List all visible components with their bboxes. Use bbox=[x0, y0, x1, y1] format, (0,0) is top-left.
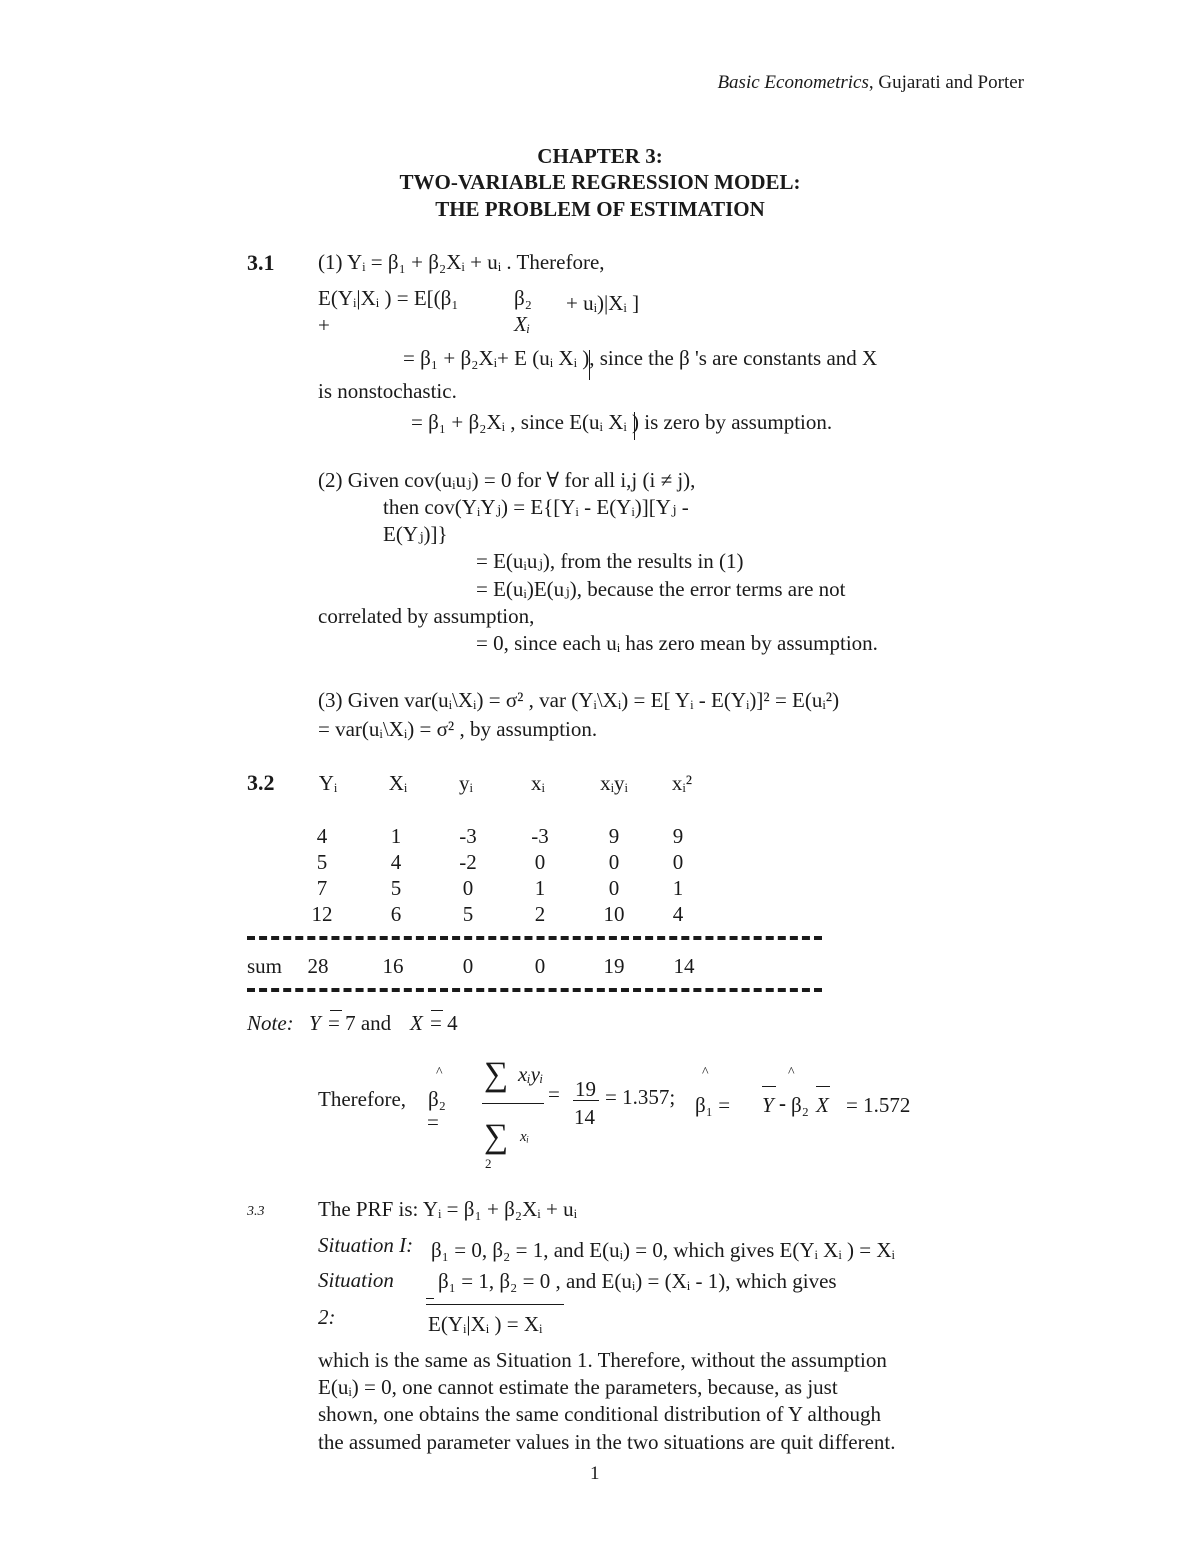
table-cell: 1 bbox=[534, 876, 546, 900]
table-cell: 0 bbox=[672, 850, 684, 874]
s31-line-3a: + bbox=[318, 313, 330, 337]
situation-2-label-cont: 2: bbox=[318, 1305, 336, 1329]
table-cell: 10 bbox=[603, 902, 625, 926]
denominator-term: xᵢ bbox=[520, 1129, 530, 1145]
beta1-result: = 1.572 bbox=[846, 1093, 911, 1117]
table-header: xᵢ² bbox=[671, 771, 693, 795]
table-header: Xᵢ bbox=[388, 771, 408, 795]
note-x-bar: X bbox=[410, 1011, 423, 1035]
situation-2-text: β₁ = 1, β₂ = 0 , and E(uᵢ) = (Xᵢ - 1), which gives bbox=[438, 1269, 837, 1293]
s31-line-6: = β₁ + β₂Xᵢ , since E(uᵢ Xᵢ ) is zero by assumption. bbox=[411, 410, 833, 434]
s31-line-2b: β₂ bbox=[514, 286, 533, 310]
s31-line-13: = 0, since each uᵢ has zero mean by assumption. bbox=[476, 631, 878, 655]
s31-line-14: (3) Given var(uᵢ\Xᵢ) = σ² , var (Yᵢ\Xᵢ) = E[ Yᵢ - E(Yᵢ)]² = E(uᵢ²) bbox=[318, 688, 840, 712]
chapter-title-line2: THE PROBLEM OF ESTIMATION bbox=[435, 197, 765, 221]
table-cell: 0 bbox=[462, 876, 474, 900]
exercise-3-2-number: 3.2 bbox=[247, 770, 275, 795]
table-cell: 0 bbox=[534, 954, 546, 978]
fraction-denominator: 14 bbox=[574, 1105, 595, 1129]
s31-line-12: correlated by assumption, bbox=[318, 604, 535, 628]
situation-1-text: β₁ = 0, β₂ = 1, and E(uᵢ) = 0, which gives E(Yᵢ Xᵢ ) = Xᵢ bbox=[431, 1238, 895, 1262]
s31-line-1: (1) Yᵢ = β₁ + β₂Xᵢ + uᵢ . Therefore, bbox=[318, 250, 605, 274]
table-cell: -3 bbox=[531, 824, 549, 848]
s31-line-2c: + uᵢ)|Xᵢ ] bbox=[566, 291, 640, 315]
table-cell: 0 bbox=[608, 876, 620, 900]
table-header: Yᵢ bbox=[318, 771, 338, 795]
note-label: Note: bbox=[247, 1011, 294, 1035]
note-y-bar: Y bbox=[309, 1011, 321, 1035]
table-rule bbox=[247, 988, 822, 992]
dash-mark bbox=[426, 1298, 434, 1299]
table-cell: 0 bbox=[462, 954, 474, 978]
overline bbox=[426, 1304, 564, 1305]
s31-line-5: is nonstochastic. bbox=[318, 379, 457, 403]
situation-2-result: E(Yᵢ|Xᵢ ) = Xᵢ bbox=[428, 1312, 543, 1336]
sum-symbol: ∑ bbox=[484, 1056, 509, 1093]
table-cell: 4 bbox=[390, 850, 402, 874]
table-cell: 5 bbox=[462, 902, 474, 926]
s31-line-2a: E(Yᵢ|Xᵢ ) = E[(β₁ bbox=[318, 286, 459, 310]
table-cell: 0 bbox=[608, 850, 620, 874]
paragraph-line-3: shown, one obtains the same conditional distribution of Y although bbox=[318, 1402, 882, 1426]
y-bar-symbol: Y bbox=[762, 1093, 774, 1117]
mean-bar bbox=[816, 1086, 830, 1087]
note-eq1: = 7 and bbox=[328, 1011, 392, 1035]
minus-sign: - bbox=[779, 1091, 786, 1115]
s31-line-4: = β₁ + β₂Xᵢ+ E (uᵢ Xᵢ ), since the β 's are constants and X bbox=[403, 346, 878, 370]
fraction-equals: = bbox=[548, 1082, 560, 1106]
table-cell: 1 bbox=[390, 824, 402, 848]
table-cell: 6 bbox=[390, 902, 402, 926]
table-rule bbox=[247, 936, 822, 940]
beta2-equals: = bbox=[427, 1110, 439, 1134]
table-cell: 16 bbox=[382, 954, 404, 978]
table-cell: 1 bbox=[672, 876, 684, 900]
paragraph-line-4: the assumed parameter values in the two situations are quit different. bbox=[318, 1430, 896, 1454]
hat-mark: ^ bbox=[436, 1065, 443, 1080]
s31-line-15: = var(uᵢ\Xᵢ) = σ² , by assumption. bbox=[318, 717, 598, 741]
table-cell: 4 bbox=[672, 902, 684, 926]
chapter-number: CHAPTER 3: bbox=[537, 144, 663, 168]
table-cell: -3 bbox=[459, 824, 477, 848]
fraction-numerator: 19 bbox=[575, 1077, 596, 1101]
hat-mark: ^ bbox=[702, 1065, 709, 1080]
exercise-3-1-number: 3.1 bbox=[247, 250, 275, 275]
fraction-bar bbox=[482, 1103, 544, 1104]
table-cell: 9 bbox=[608, 824, 620, 848]
conditional-bar bbox=[634, 412, 635, 440]
table-cell: 0 bbox=[534, 850, 546, 874]
paragraph-line-2: E(uᵢ) = 0, one cannot estimate the parameters, because, as just bbox=[318, 1375, 838, 1399]
table-cell: 28 bbox=[307, 954, 329, 978]
table-cell: 12 bbox=[311, 902, 333, 926]
table-cell: 19 bbox=[603, 954, 625, 978]
table-header: yᵢ bbox=[459, 771, 473, 795]
page-number: 1 bbox=[590, 1463, 600, 1484]
beta1-expression: β₁ = bbox=[695, 1093, 731, 1117]
book-title: Basic Econometrics bbox=[717, 72, 869, 93]
note-eq2: = 4 bbox=[430, 1011, 458, 1035]
situation-2-label: Situation bbox=[318, 1268, 394, 1292]
table-cell: 5 bbox=[390, 876, 402, 900]
numerator-term: xᵢyᵢ bbox=[518, 1062, 544, 1086]
s31-line-3b: Xᵢ bbox=[514, 312, 531, 336]
chapter-title-line1: TWO-VARIABLE REGRESSION MODEL: bbox=[399, 170, 801, 194]
running-header bbox=[717, 73, 1024, 92]
table-header: xᵢyᵢ bbox=[600, 771, 628, 795]
beta2-result: = 1.357; bbox=[605, 1085, 676, 1109]
beta2-symbol: β₂ bbox=[791, 1093, 810, 1117]
table-cell: 14 bbox=[673, 954, 695, 978]
prf-statement: The PRF is: Yᵢ = β₁ + β₂Xᵢ + uᵢ bbox=[318, 1197, 578, 1221]
denominator-exponent: 2 bbox=[485, 1156, 492, 1171]
table-cell: -2 bbox=[459, 850, 477, 874]
therefore-label: Therefore, bbox=[318, 1087, 407, 1111]
beta2-symbol: β₂ bbox=[428, 1087, 447, 1111]
mean-bar bbox=[762, 1086, 776, 1087]
sum-symbol: ∑ bbox=[484, 1118, 509, 1155]
table-cell: 9 bbox=[672, 824, 684, 848]
x-bar-symbol: X bbox=[816, 1093, 829, 1117]
book-authors: , Gujarati and Porter bbox=[868, 72, 1024, 93]
fraction-bar bbox=[573, 1100, 599, 1101]
table-cell: 5 bbox=[316, 850, 328, 874]
paragraph-line-1: which is the same as Situation 1. Therefore, without the assumption bbox=[318, 1348, 887, 1372]
table-cell: 7 bbox=[316, 876, 328, 900]
s31-line-8: then cov(YᵢYⱼ) = E{[Yᵢ - E(Yᵢ)][Yⱼ - bbox=[383, 495, 689, 519]
table-cell: 2 bbox=[534, 902, 546, 926]
s31-line-7: (2) Given cov(uᵢuⱼ) = 0 for ∀ for all i,j (i ≠ j), bbox=[318, 468, 696, 492]
table-header: xᵢ bbox=[531, 771, 545, 795]
situation-1-label: Situation I: bbox=[318, 1233, 414, 1257]
sum-label: sum bbox=[247, 954, 283, 978]
s31-line-10: = E(uᵢuⱼ), from the results in (1) bbox=[476, 549, 744, 573]
conditional-bar bbox=[589, 350, 590, 380]
s31-line-11: = E(uᵢ)E(uⱼ), because the error terms are not bbox=[476, 577, 846, 601]
hat-mark: ^ bbox=[788, 1065, 795, 1080]
exercise-3-3-number: 3.3 bbox=[247, 1204, 265, 1219]
s31-line-9: E(Yⱼ)]} bbox=[383, 522, 448, 546]
table-cell: 4 bbox=[316, 824, 328, 848]
